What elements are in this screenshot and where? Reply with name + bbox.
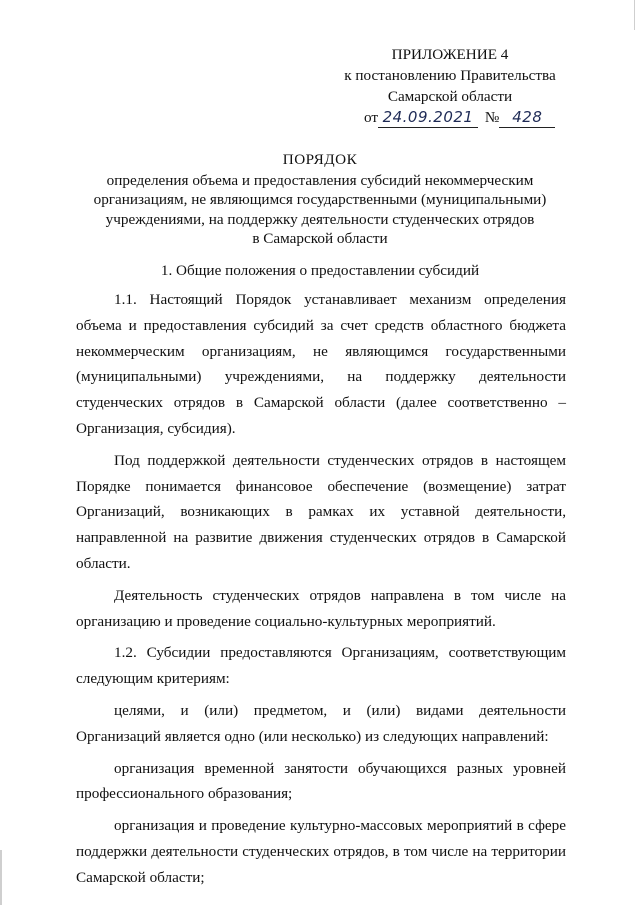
paragraph: Деятельность студенческих отрядов направлена в том числе на организацию и проведение социально-культурных мероприятий. [76, 586, 566, 630]
title-line: организациям, не являющимся государственными (муниципальными) [93, 191, 547, 208]
appendix-header [320, 44, 580, 130]
appendix-date-line [320, 107, 580, 130]
paragraph: Под поддержкой деятельности студенческих отрядов в настоящем Порядке понимается финансовое обеспечение (возмещение) затрат Организаций, возникающих в рамках их уставной деятельности, направленной на развитие движения студенческих отрядов в Самарской области. [76, 451, 566, 572]
paragraph: 1.1. Настоящий Порядок устанавливает механизм определения объема и предоставления субсидий за счет средств областного бюджета некоммерческим организациям, не являющимся государственными (муниципальными) учреждениями, на поддержку деятельности студенческих отрядов в Самарской области (далее соответственно – Организация, субсидия). [76, 291, 566, 437]
handwritten-date: 24.09.2021 [382, 108, 474, 126]
number-prefix: № [484, 109, 500, 126]
document-title-block [60, 150, 580, 249]
title-line: в Самарской области [252, 230, 388, 247]
document-heading: ПОРЯДОК [282, 151, 358, 168]
paragraph: организация временной занятости обучающихся разных уровней профессионального образования; [76, 759, 566, 803]
title-line: определения объема и предоставления субсидий некоммерческим [106, 171, 534, 189]
paragraph: 1.2. Субсидии предоставляются Организациям, соответствующим следующим критериям: [76, 644, 566, 688]
paragraph: целями, и (или) предметом, и (или) видами деятельности Организаций является одно (или несколько) из следующих направлений: [76, 701, 566, 745]
number-field [499, 108, 555, 128]
appendix-line-region: Самарской области [387, 88, 513, 105]
handwritten-number: 428 [512, 108, 543, 126]
section-heading: 1. Общие положения о предоставлении субсидий [160, 262, 480, 279]
date-prefix: от [364, 109, 379, 126]
date-field [378, 108, 478, 128]
paragraph: организация и проведение культурно-массовых мероприятий в сфере поддержки деятельности студенческих отрядов, в том числе на территории Самарской области; [76, 817, 566, 886]
scan-edge-mark [0, 850, 2, 905]
appendix-title: ПРИЛОЖЕНИЕ 4 [391, 46, 509, 63]
title-line: учреждениями, на поддержку деятельности студенческих отрядов [105, 210, 535, 228]
appendix-line-resolution: к постановлению Правительства [344, 67, 556, 84]
document-body [76, 287, 566, 897]
